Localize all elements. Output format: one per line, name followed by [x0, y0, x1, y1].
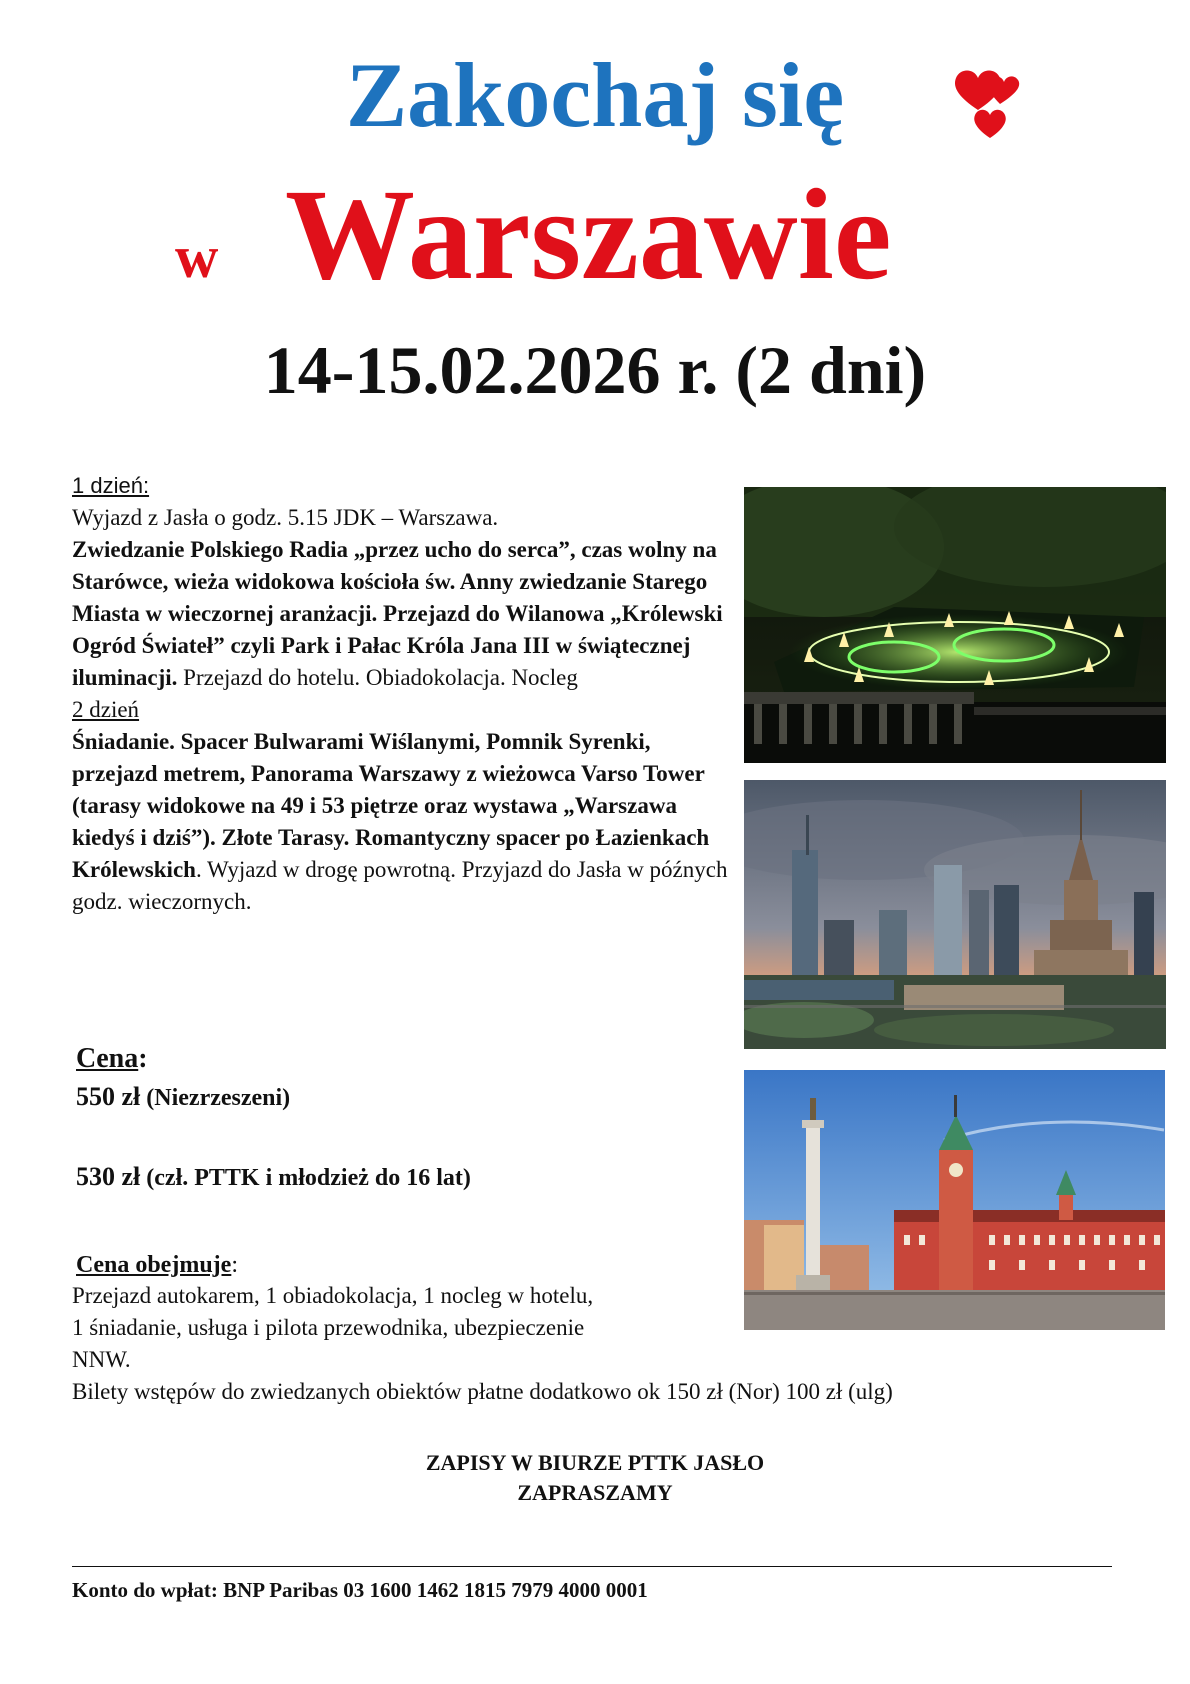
title-w: w [175, 224, 219, 290]
hearts-icon [950, 60, 1040, 140]
photo-wilanow-lights [744, 487, 1166, 763]
includes-line-1: Przejazd autokarem, 1 obiadokolacja, 1 nocleg w hotelu, [72, 1283, 594, 1308]
photo-castle-square [744, 1070, 1165, 1330]
price-member [76, 1160, 471, 1195]
trip-dates: 14-15.02.2026 r. (2 dni) [263, 332, 927, 408]
day2-heading: 2 dzień [72, 697, 140, 722]
includes-line-3: NNW. [72, 1347, 131, 1372]
title-line-1: Zakochaj się [345, 44, 845, 146]
price-standard-note: (Niezrzeszeni) [140, 1085, 291, 1111]
price-heading: Cena: [76, 1043, 148, 1074]
signup-block [0, 1448, 1190, 1508]
day1-heading: 1 dzień: [72, 473, 150, 498]
footer-divider [72, 1566, 1112, 1567]
program-section [72, 470, 732, 918]
title-line-2: Warszawie [285, 163, 892, 307]
bank-account: Konto do wpłat: BNP Paribas 03 1600 1462 1815 7979 4000 0001 [72, 1578, 648, 1602]
day1-departure: Wyjazd z Jasła o godz. 5.15 JDK – Warszawa. [72, 505, 499, 530]
price-member-note: (czł. PTTK i młodzież do 16 lat) [140, 1165, 471, 1191]
signup-text: ZAPISY W BIURZE PTTK JASŁO [425, 1450, 765, 1475]
includes-line-2: 1 śniadanie, usługa i pilota przewodnika, ubezpieczenie [72, 1315, 585, 1340]
includes-heading: Cena obejmuje: [76, 1252, 238, 1278]
invite-text: ZAPRASZAMY [517, 1480, 673, 1505]
photo-warsaw-skyline [744, 780, 1166, 1049]
day2-return: . Wyjazd w drogę powrotną. Przyjazd do Jasła w późnych godz. wieczornych. [72, 857, 728, 914]
price-standard-amount: 550 zł [76, 1082, 141, 1111]
day1-highlights: Zwiedzanie Polskiego Radia „przez ucho do serca”, czas wolny na Starówce, wieża widokowa kościoła św. Anny zwiedzanie Starego Miasta w wieczornej aranżacji. Przejazd do Wilanowa „Królewski Ogród Świateł” czyli Park i Pałac Króla Jana III w świątecznej iluminacji. [72, 537, 723, 690]
price-member-amount: 530 zł [76, 1162, 141, 1191]
includes-line-4: Bilety wstępów do zwiedzanych obiektów płatne dodatkowo ok 150 zł (Nor) 100 zł (ulg) [72, 1379, 893, 1404]
day1-evening: Przejazd do hotelu. Obiadokolacja. Nocleg [177, 665, 578, 690]
day2-highlights: Śniadanie. Spacer Bulwarami Wiślanymi, Pomnik Syrenki, przejazd metrem, Panorama Warszawy z wieżowca Varso Tower (tarasy widokowe na 49 i 53 piętrze oraz wystawa „Warszawa kiedyś i dziś”). Złote Tarasy. Romantyczny spacer po Łazienkach Królewskich [72, 729, 710, 882]
price-standard [76, 1080, 290, 1115]
